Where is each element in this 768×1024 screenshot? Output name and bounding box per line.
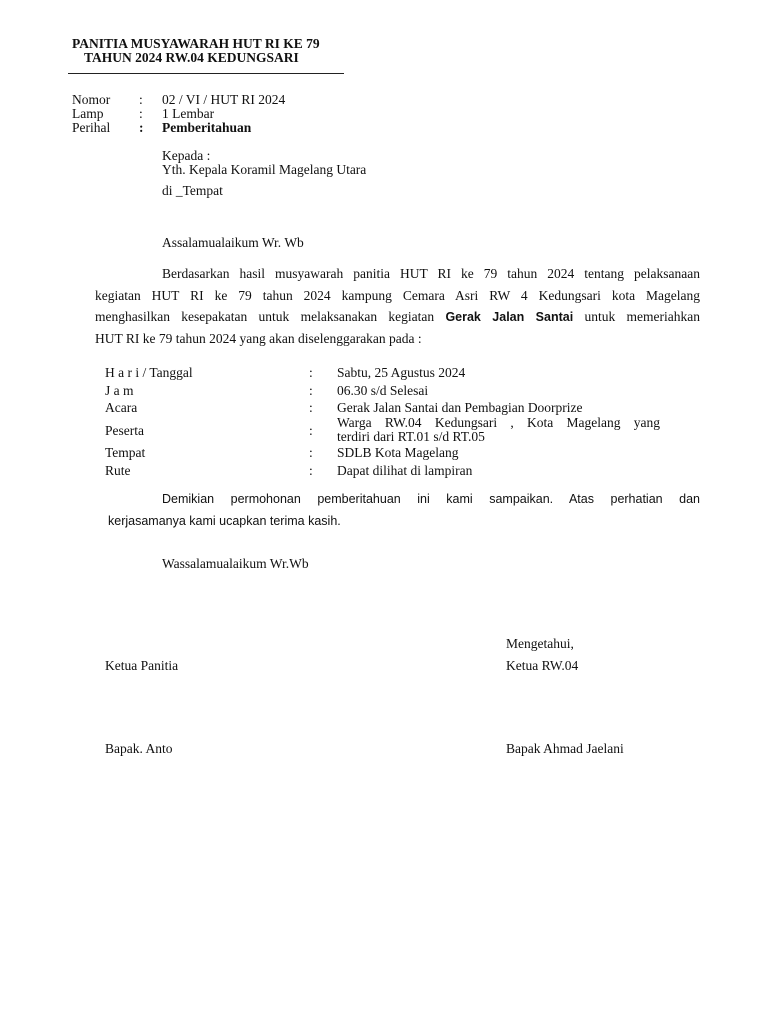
detail-label-location: Tempat	[105, 445, 146, 460]
body-line: HUT RI ke 79 tahun 2024 yang akan diselenggarakan pada :	[95, 330, 422, 346]
detail-value-time: 06.30 s/d Selesai	[337, 383, 429, 398]
recipient-place: di _Tempat	[162, 183, 223, 198]
meta-colon: :	[139, 92, 143, 107]
body-paragraph	[95, 263, 700, 349]
greeting: Assalamualaikum Wr. Wb	[162, 235, 304, 250]
body-text: menghasilkan kesepakatan untuk melaksanakan kegiatan	[95, 309, 435, 324]
detail-label-date: H a r i / Tanggal	[105, 365, 193, 380]
body-text: untuk memeriahkan	[584, 309, 701, 324]
detail-colon: :	[309, 423, 313, 438]
recipient-kepada: Kepada :	[162, 148, 211, 163]
body-line: Berdasarkan hasil musyawarah panitia HUT RI ke 79 tahun 2024 tentang pelaksanaan	[162, 266, 700, 281]
event-name-highlight: Gerak Jalan Santai	[445, 310, 574, 324]
detail-label-time: J a m	[105, 383, 134, 398]
closing-paragraph	[108, 489, 700, 532]
participants-line-1: Warga RW.04 Kedungsari , Kota Magelang yang	[337, 415, 660, 430]
body-line: kegiatan HUT RI ke 79 tahun 2024 kampung Cemara Asri RW 4 Kedungsari kota Magelang	[95, 287, 700, 303]
detail-colon: :	[309, 383, 313, 398]
body-line	[95, 306, 700, 328]
meta-value-lamp: 1 Lembar	[162, 106, 215, 121]
meta-label-perihal: Perihal	[72, 120, 111, 135]
closing-line: kerjasamanya kami ucapkan terima kasih.	[108, 513, 341, 528]
meta-colon: :	[139, 106, 143, 121]
letterhead-subtitle: TAHUN 2024 RW.04 KEDUNGSARI	[84, 50, 299, 65]
farewell: Wassalamualaikum Wr.Wb	[162, 556, 309, 571]
detail-label-participants: Peserta	[105, 423, 144, 438]
signature-left-name: Bapak. Anto	[105, 741, 173, 756]
detail-value-event: Gerak Jalan Santai dan Pembagian Doorprize	[337, 400, 583, 415]
signature-right-name: Bapak Ahmad Jaelani	[506, 741, 624, 756]
meta-label-nomor: Nomor	[72, 92, 111, 107]
detail-value-date: Sabtu, 25 Agustus 2024	[337, 365, 466, 380]
header-divider	[68, 73, 344, 74]
meta-value-perihal: Pemberitahuan	[162, 120, 252, 135]
detail-colon: :	[309, 445, 313, 460]
signature-left-title: Ketua Panitia	[105, 658, 179, 673]
detail-value-route: Dapat dilihat di lampiran	[337, 463, 473, 478]
detail-label-route: Rute	[105, 463, 131, 478]
detail-colon: :	[309, 463, 313, 478]
signature-acknowledged: Mengetahui,	[506, 636, 574, 651]
detail-colon: :	[309, 365, 313, 380]
detail-value-participants	[337, 415, 660, 443]
meta-colon: :	[139, 120, 144, 135]
letterhead-title: PANITIA MUSYAWARAH HUT RI KE 79	[72, 36, 320, 51]
meta-value-nomor: 02 / VI / HUT RI 2024	[162, 92, 286, 107]
detail-colon: :	[309, 400, 313, 415]
meta-label-lamp: Lamp	[72, 106, 104, 121]
detail-value-location: SDLB Kota Magelang	[337, 445, 459, 460]
participants-line-2: terdiri dari RT.01 s/d RT.05	[337, 429, 485, 444]
signature-right-title: Ketua RW.04	[506, 658, 579, 673]
closing-line: Demikian permohonan pemberitahuan ini kami sampaikan. Atas perhatian dan	[162, 492, 700, 506]
detail-label-event: Acara	[105, 400, 138, 415]
recipient-name: Yth. Kepala Koramil Magelang Utara	[162, 162, 367, 177]
